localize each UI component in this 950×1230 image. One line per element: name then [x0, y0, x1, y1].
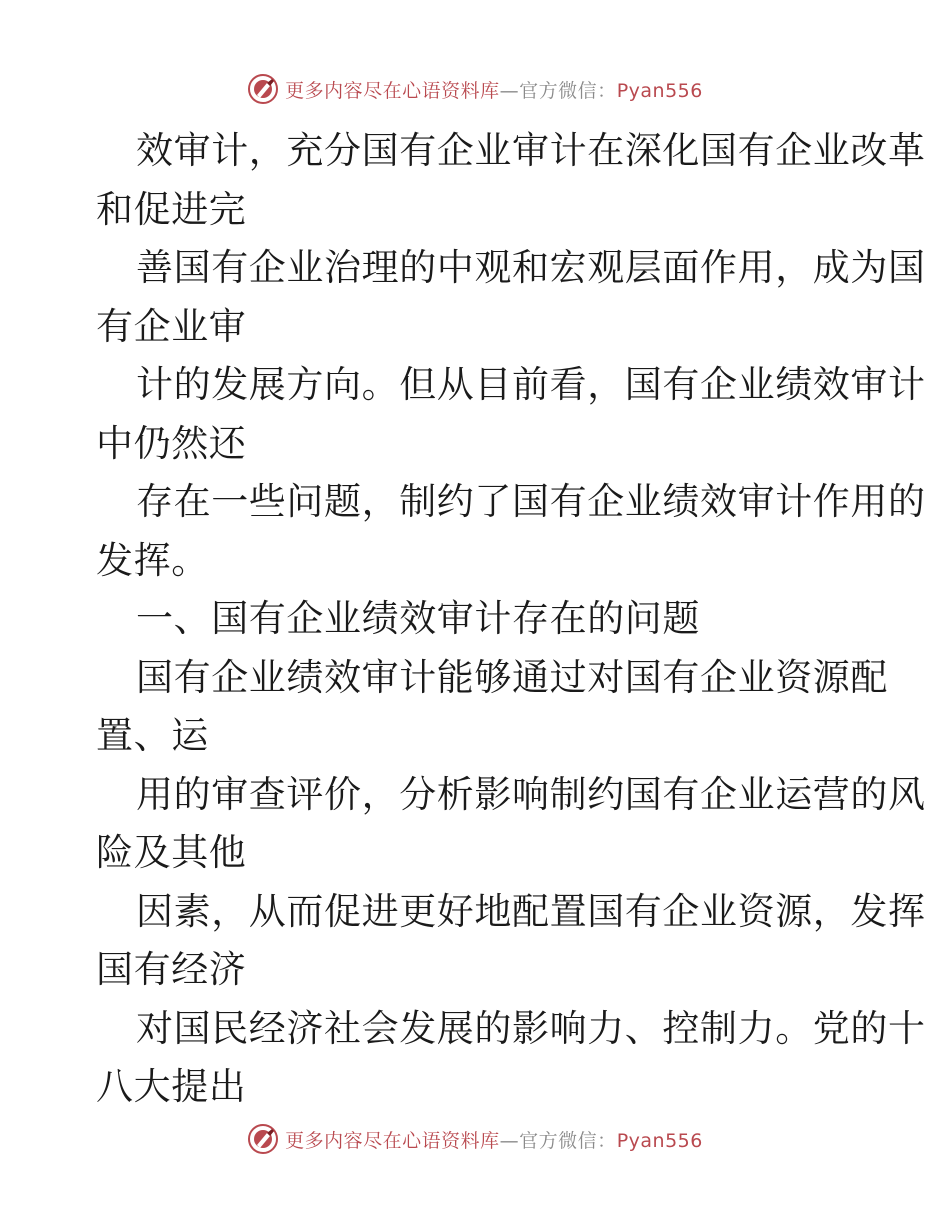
footer-watermark — [0, 1122, 950, 1156]
text-line: 有企业审 — [96, 304, 247, 348]
text-line: 因素，从而促进更好地配置国有企业资源，发挥 — [136, 889, 926, 933]
text-line: 中仍然还 — [96, 421, 247, 465]
text-line: 对国民经济社会发展的影响力、控制力。党的十 — [136, 1006, 926, 1050]
text-line: 国有企业绩效审计能够通过对国有企业资源配 — [136, 655, 888, 699]
text-line: 八大提出 — [96, 1065, 247, 1108]
text-line: 发挥。 — [96, 538, 209, 582]
watermark-separator: — — [499, 1129, 520, 1152]
document-body — [96, 122, 926, 1117]
watermark-brand: 更多内容尽在心语资料库 — [285, 79, 500, 102]
watermark-wechat-label: 官方微信： — [519, 1129, 617, 1152]
text-line: 用的审查评价，分析影响制约国有企业运营的风 — [136, 772, 926, 816]
text-line: 险及其他 — [96, 831, 247, 874]
watermark-text — [285, 76, 703, 103]
text-line: 一、国有企业绩效审计存在的问题 — [136, 597, 700, 640]
watermark-text — [285, 1126, 703, 1153]
watermark-separator: — — [499, 79, 520, 102]
watermark-wechat-label: 官方微信： — [519, 79, 617, 102]
text-line: 效审计，充分国有企业审计在深化国有企业改革 — [136, 129, 926, 172]
text-line: 置、运 — [96, 714, 209, 757]
watermark-wechat-id: Pyan556 — [616, 79, 703, 102]
watermark-wechat-id: Pyan556 — [616, 1129, 703, 1152]
header-watermark — [0, 72, 950, 106]
text-line: 计的发展方向。但从目前看，国有企业绩效审计 — [136, 363, 926, 406]
pen-nib-logo-icon — [247, 1123, 279, 1155]
text-line: 和促进完 — [96, 187, 247, 231]
text-line: 善国有企业治理的中观和宏观层面作用，成为国 — [136, 246, 926, 289]
text-line: 国有经济 — [96, 948, 247, 991]
text-line: 存在一些问题，制约了国有企业绩效审计作用的 — [136, 480, 926, 523]
pen-nib-logo-icon — [247, 73, 279, 105]
watermark-brand: 更多内容尽在心语资料库 — [285, 1129, 500, 1152]
